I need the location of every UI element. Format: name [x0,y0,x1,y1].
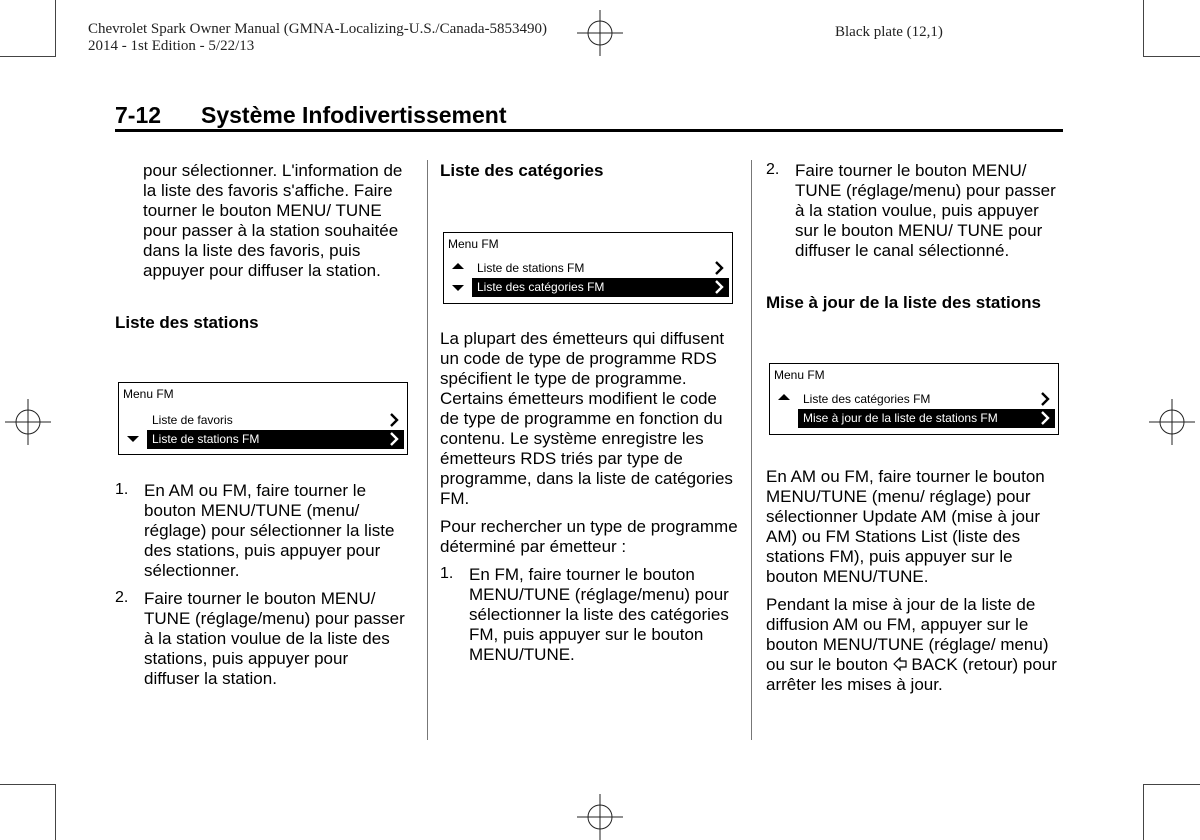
menu-item-label: Mise à jour de la liste de stations FM [803,411,998,425]
section-name: Système Infodivertissement [201,102,507,128]
header-line-1: Chevrolet Spark Owner Manual (GMNA-Localizing-U.S./Canada-5853490) [88,21,548,37]
chevron-right-icon [1038,410,1052,426]
list-text: Faire tourner le bouton MENU/ TUNE (réglage/menu) pour passer à la station voulue, puis appuyer sur le bouton MENU/ TUNE pour diffuser le canal sélectionné. [795,161,1056,260]
back-label: BACK [911,655,958,674]
header-line-2: 2014 - 1st Edition - 5/22/13 [88,38,255,54]
col3-para-1: En AM ou FM, faire tourner le bouton MENU/TUNE (menu/ réglage) pour sélectionner Update AM (mise à jour AM) ou FM Stations List (liste des stations FM), puis appuyer sur le bouton MENU/TUNE. [766,467,1045,586]
list-text: En AM ou FM, faire tourner le bouton MENU/TUNE (menu/ réglage) pour sélectionner la liste des stations, puis appuyer pour sélectionner. [144,481,395,580]
registration-mark-right [1149,399,1195,445]
menu-item [798,390,1055,409]
menu-item [472,259,729,278]
menu-item-label: Liste de stations FM [477,261,585,275]
list-number: 1. [440,565,454,582]
menu-item-selected [798,409,1055,428]
crop-mark [1144,784,1200,785]
menu-title: Menu FM [774,368,825,382]
col1-intro-text: pour sélectionner. L'information de la liste des favoris s'affiche. Faire tourner le bouton MENU/ TUNE pour passer à la station souhaitée dans la liste des favoris, puis appuyer pour diffuser la station. [143,161,403,280]
chevron-right-icon [387,431,401,447]
col2-body [440,329,740,665]
menu-item-selected [147,430,404,449]
col2-para-2: Pour rechercher un type de programme déterminé par émetteur : [440,517,738,556]
column-divider [751,160,752,740]
chevron-right-icon [1038,391,1052,407]
list-item [766,161,1056,261]
col3-steps [766,161,1056,261]
section-number: 7-12 [115,102,162,128]
list-text: En FM, faire tourner le bouton MENU/TUNE (réglage/menu) pour sélectionner la liste des catégories FM, puis appuyer sur le bouton MENU/TUNE. [469,565,729,664]
list-number: 2. [115,589,129,606]
header-plate: Black plate (12,1) [835,24,943,40]
registration-mark-bottom [577,794,623,840]
col3-para-2-a: Pendant la mise à jour de la liste de diffusion AM ou FM, appuyer sur le bouton MENU/TUNE (réglage/ menu) ou sur le bouton [766,595,1049,674]
col2-menu-screen [443,232,733,304]
menu-item-label: Liste des catégories FM [803,392,931,406]
list-text: Faire tourner le bouton MENU/ TUNE (réglage/menu) pour passer à la station voulue de la liste des stations, puis appuyer pour diffuser la station. [144,589,405,688]
list-item [115,481,407,581]
col1-heading: Liste des stations [115,313,259,332]
arrow-up-icon [451,261,465,271]
arrow-up-icon [777,392,791,402]
col3-para-2 [766,595,1058,695]
section-title [115,100,1063,130]
col2-heading: Liste des catégories [440,161,604,180]
title-rule [115,129,1063,132]
col1-intro [143,161,405,281]
registration-mark-top [577,10,623,56]
col1-steps [115,481,407,689]
crop-mark [1144,56,1200,57]
menu-item [147,411,404,430]
menu-item-label: Liste de favoris [152,413,233,427]
arrow-down-icon [451,283,465,293]
menu-title: Menu FM [448,237,499,251]
list-number: 2. [766,161,780,178]
list-item [440,565,737,665]
crop-mark [55,0,56,57]
col3-para-2-b: (retour) pour arrêter les mises à jour. [766,655,1057,694]
list-number: 1. [115,481,129,498]
col2-para-1: La plupart des émetteurs qui diffusent un code de type de programme RDS spécifient le type de programme. Certains émetteurs modifient le code de type de programme en fonction du contenu. Le système enregistre les émetteurs RDS triés par type de programme, dans la liste de catégories FM. [440,329,733,508]
menu-item-selected [472,278,729,297]
registration-mark-left [5,399,51,445]
menu-item-label: Liste des catégories FM [477,280,605,294]
crop-mark [0,784,56,785]
col1-menu-screen [118,382,408,455]
crop-mark [55,784,56,840]
col3-heading: Mise à jour de la liste des stations [766,293,1041,312]
col3-body [766,467,1058,695]
crop-mark [1143,0,1144,57]
column-divider [427,160,428,740]
crop-mark [0,56,56,57]
menu-item-label: Liste de stations FM [152,432,260,446]
back-arrow-icon [893,657,907,671]
list-item [115,589,407,689]
chevron-right-icon [712,260,726,276]
crop-mark [1143,784,1144,840]
col3-menu-screen [769,363,1059,435]
chevron-right-icon [712,279,726,295]
menu-title: Menu FM [123,387,174,401]
arrow-down-icon [126,434,140,444]
chevron-right-icon [387,412,401,428]
